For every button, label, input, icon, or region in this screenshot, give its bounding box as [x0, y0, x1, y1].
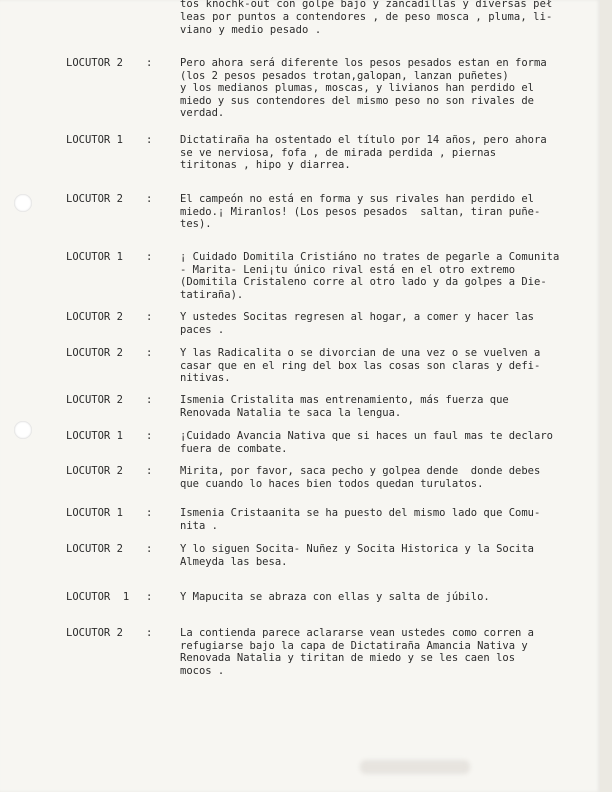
dialogue-line: ¡ Cuidado Domitila Cristiáno no trates de pegarle a Comunita — [180, 251, 560, 263]
speaker-label: LOCUTOR 2 — [66, 193, 123, 205]
dialogue-line: Renovada Natalia y tiritan de miedo y se les caen los — [180, 652, 516, 664]
dialogue-line: refugiarse bajo la capa de Dictatiraña Amancia Nativa y — [180, 639, 528, 652]
speaker-label: LOCUTOR 1 — [66, 507, 123, 519]
punch-hole — [14, 194, 32, 212]
dialogue-text — [180, 251, 580, 301]
speaker-label: LOCUTOR 2 — [66, 465, 123, 477]
colon: : — [146, 507, 153, 519]
speaker-label: LOCUTOR 1 — [66, 251, 123, 263]
dialogue-text — [180, 507, 580, 532]
dialogue-line: Ismenia Cristalita mas entrenamiento, más fuerza que — [180, 394, 509, 406]
dialogue-text — [180, 591, 580, 604]
colon: : — [146, 347, 153, 359]
dialogue-line: fuera de combate. — [180, 442, 288, 455]
colon: : — [146, 57, 153, 69]
dialogue-line: Renovada Natalia te saca la lengua. — [180, 406, 402, 419]
intro-line: viano y medio pesado . — [180, 24, 322, 36]
speaker-label: LOCUTOR 2 — [66, 347, 123, 359]
dialogue-line: que cuando lo haces bien todos quedan turulatos. — [180, 477, 484, 490]
colon: : — [146, 251, 153, 263]
dialogue-text — [180, 430, 580, 455]
dialogue-line: Ismenia Cristaanita se ha puesto del mismo lado que Comu- — [180, 507, 541, 519]
dialogue-line: ¡Cuidado Avancia Nativa que si haces un faul mas te declaro — [180, 430, 553, 442]
dialogue-line: nitivas. — [180, 372, 231, 384]
dialogue-line: se ve nerviosa, fofa , de mirada perdida , piernas — [180, 146, 497, 159]
speaker-label: LOCUTOR 2 — [66, 311, 123, 323]
dialogue-line: tes). — [180, 218, 212, 230]
dialogue-line: Dictatiraña ha ostentado el título por 14 años, pero ahora — [180, 134, 547, 146]
colon: : — [146, 394, 153, 406]
dialogue-line: verdad. — [180, 107, 225, 119]
speaker-label: LOCUTOR 2 — [66, 543, 123, 555]
speaker-label: LOCUTOR 2 — [66, 57, 123, 69]
colon: : — [146, 134, 153, 146]
dialogue-line: mocos . — [180, 664, 225, 677]
speaker-label: LOCUTOR 2 — [66, 627, 123, 639]
colon: : — [146, 543, 153, 555]
dialogue-line: Y las Radicalita o se divorcian de una vez o se vuelven a — [180, 347, 541, 359]
colon: : — [146, 627, 153, 639]
dialogue-line: Pero ahora será diferente los pesos pesados estan en forma — [180, 57, 547, 69]
dialogue-line: casar que en el ring del box las cosas son claras y defi- — [180, 359, 541, 372]
dialogue-text — [180, 311, 580, 336]
dialogue-line: y los medianos plumas, moscas, y livianos han perdido el — [180, 82, 535, 94]
colon: : — [146, 465, 153, 477]
dialogue-line: miedo y sus contendores del mismo peso no son rivales de — [180, 94, 535, 107]
punch-hole — [14, 421, 32, 439]
intro-line: leas por puntos a contendores , de peso mosca , pluma, li- — [180, 11, 553, 23]
colon: : — [146, 311, 153, 323]
dialogue-line: tiritonas , hipo y diarrea. — [180, 159, 351, 171]
colon: : — [146, 193, 153, 205]
dialogue-line: nita . — [180, 519, 218, 532]
dialogue-text — [180, 394, 580, 419]
intro-line: tos knochk-out con golpe bajo y zancadillas y diversas peł — [180, 0, 553, 10]
dialogue-line: tatiraña). — [180, 288, 244, 301]
dialogue-line: paces . — [180, 323, 225, 336]
speaker-label: LOCUTOR 2 — [66, 394, 123, 406]
dialogue-line: (los 2 pesos pesados trotan,galopan, lanzan puñetes) — [180, 69, 509, 82]
dialogue-text — [180, 543, 580, 568]
page-edge — [600, 0, 612, 792]
dialogue-text — [180, 134, 580, 172]
dialogue-line: Y Mapucita se abraza con ellas y salta de júbilo. — [180, 591, 490, 603]
dialogue-line: Y ustedes Socitas regresen al hogar, a comer y hacer las — [180, 311, 535, 323]
speaker-label: LOCUTOR 1 — [66, 430, 123, 442]
colon: : — [146, 430, 153, 442]
dialogue-line: miedo.¡ Miranlos! (Los pesos pesados saltan, tiran puñe- — [180, 205, 541, 218]
dialogue-text — [180, 57, 580, 120]
dialogue-line: Mirita, por favor, saca pecho y golpea dende donde debes — [180, 465, 541, 477]
bleed-through-smudge — [360, 760, 470, 774]
dialogue-line: - Marita- Leni¡tu único rival está en el otro extremo — [180, 263, 516, 276]
dialogue-text — [180, 193, 580, 231]
dialogue-line: (Domitila Cristaleno corre al otro lado y da golpes a Die- — [180, 276, 547, 288]
dialogue-text — [180, 347, 580, 385]
dialogue-text — [180, 627, 580, 677]
colon: : — [146, 591, 153, 603]
dialogue-line: Y lo siguen Socita- Nuñez y Socita Historica y la Socita — [180, 543, 535, 555]
dialogue-line: La contienda parece aclararse vean ustedes como corren a — [180, 627, 535, 639]
dialogue-text — [180, 465, 580, 490]
dialogue-line: Almeyda las besa. — [180, 555, 288, 568]
speaker-label: LOCUTOR 1 — [66, 134, 123, 146]
dialogue-line: El campeón no está en forma y sus rivales han perdido el — [180, 193, 535, 205]
speaker-label: LOCUTOR 1 — [66, 591, 130, 603]
